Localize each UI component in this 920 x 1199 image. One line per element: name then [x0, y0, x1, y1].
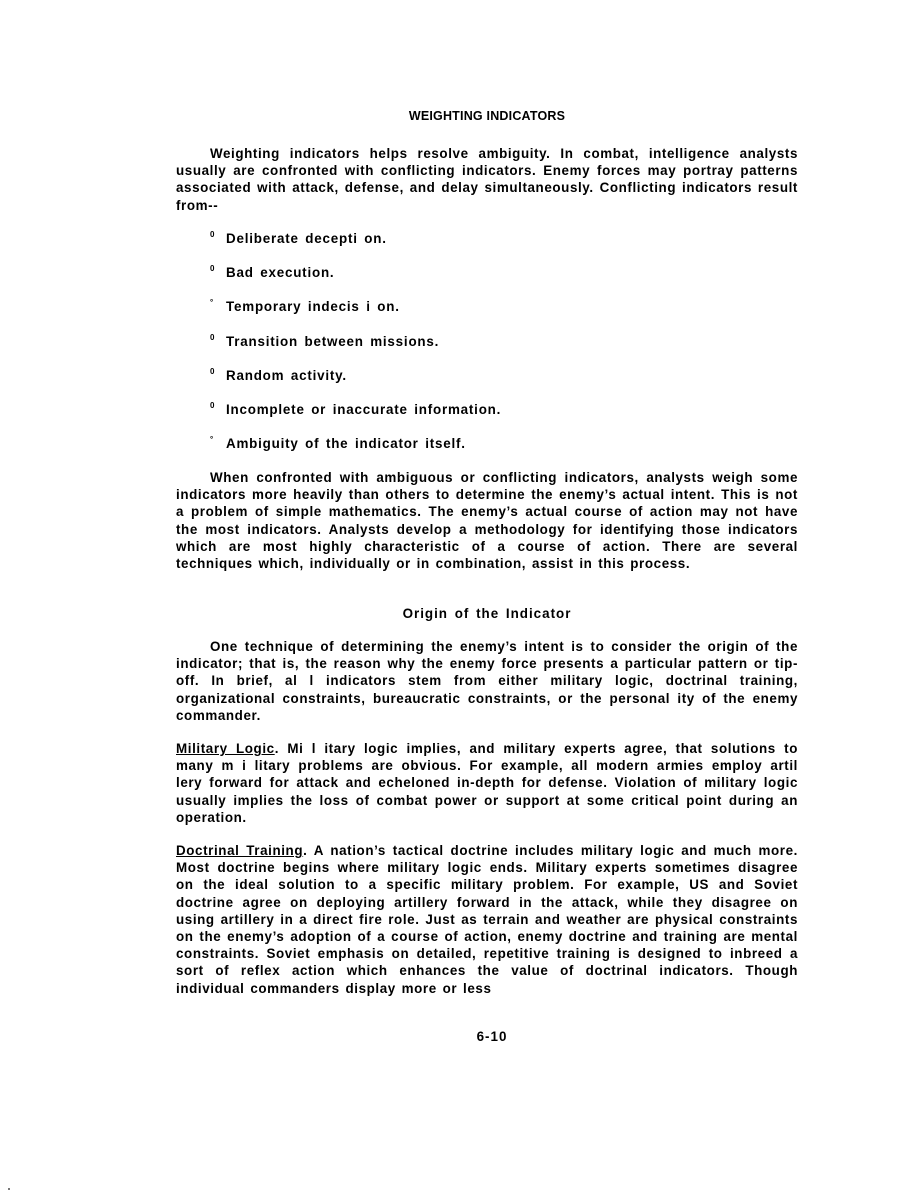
- military-logic-text: . Mi l itary logic implies, and military experts agree, that solutions to many m i litary problems are obvious. For example, all modern armies employ artil lery forward for attack and echeloned in-depth for defense. Violation of military logic usually implies the loss of combat power or support at some critical point during an operation.: [176, 741, 798, 825]
- bullet-mark: 0: [210, 332, 216, 342]
- bullet-mark: 0: [210, 400, 216, 410]
- military-logic-paragraph: [176, 740, 798, 826]
- list-item-text: Incomplete or inaccurate information.: [226, 401, 502, 417]
- list-item: [210, 435, 770, 469]
- bullet-mark: °: [210, 298, 214, 308]
- doctrinal-training-paragraph: [176, 842, 798, 997]
- origin-paragraph: One technique of determining the enemy’s intent is to consider the origin of the indicator; that is, the reason why the enemy force presents a particular pattern or tip-off. In brief, al l indicators stem from either military logic, doctrinal training, organizational constraints, bureaucratic constraints, or the personal ity of the enemy commander.: [176, 639, 798, 723]
- list-item-text: Random activity.: [226, 367, 347, 383]
- list-item: [210, 367, 770, 401]
- list-item: [210, 264, 770, 298]
- page-title: WEIGHTING INDICATORS: [408, 109, 566, 123]
- bullet-mark: 0: [210, 366, 216, 376]
- conflicting-indicators-list: [210, 230, 770, 469]
- military-logic-heading: Military Logic: [176, 741, 275, 756]
- doctrinal-training-heading: Doctrinal Training: [176, 843, 304, 858]
- ambiguity-paragraph: When confronted with ambiguous or conflicting indicators, analysts weigh some indicators more heavily than others to determine the enemy’s actual intent. This is not a problem of simple mathematics. The enemy’s actual course of action may not have the most indicators. Analysts develop a methodology for identifying those indicators which are most highly characteristic of a course of action. There are several techniques which, individually or in combination, assist in this process.: [176, 470, 798, 572]
- page-number: 6-10: [476, 1029, 508, 1044]
- doctrinal-training-text: . A nation’s tactical doctrine includes military logic and much more. Most doctrine begins where military logic ends. Military experts sometimes disagree on the ideal solution to a specific military problem. For example, US and Soviet doctrine agree on deploying artillery forward in the attack, while they disagree on using artillery in a direct fire role. Just as terrain and weather are physical constraints on the enemy’s adoption of a course of action, enemy doctrine and training are mental constraints. Soviet emphasis on detailed, repetitive training is designed to inbreed a sort of reflex action which enhances the value of doctrinal indicators. Though individual commanders display more or less: [176, 843, 798, 996]
- bullet-mark: °: [210, 435, 214, 445]
- bullet-mark: 0: [210, 230, 216, 239]
- list-item: [210, 230, 770, 264]
- list-item: [210, 333, 770, 367]
- bullet-mark: 0: [210, 264, 216, 274]
- list-item-text: Temporary indecis i on.: [226, 299, 400, 315]
- list-item: [210, 298, 770, 332]
- list-item-text: Ambiguity of the indicator itself.: [226, 436, 466, 452]
- list-item-text: Deliberate decepti on.: [226, 231, 387, 246]
- intro-paragraph: Weighting indicators helps resolve ambiguity. In combat, intelligence analysts usually are confronted with conflicting indicators. Enemy forces may portray patterns associated with attack, defense, and delay simultaneously. Conflicting indicators result from--: [176, 146, 798, 213]
- list-item: [210, 401, 770, 435]
- list-item-text: Transition between missions.: [226, 333, 440, 349]
- section-heading: Origin of the Indicator: [402, 606, 572, 621]
- list-item-text: Bad execution.: [226, 265, 335, 281]
- scan-speck: [8, 1188, 10, 1190]
